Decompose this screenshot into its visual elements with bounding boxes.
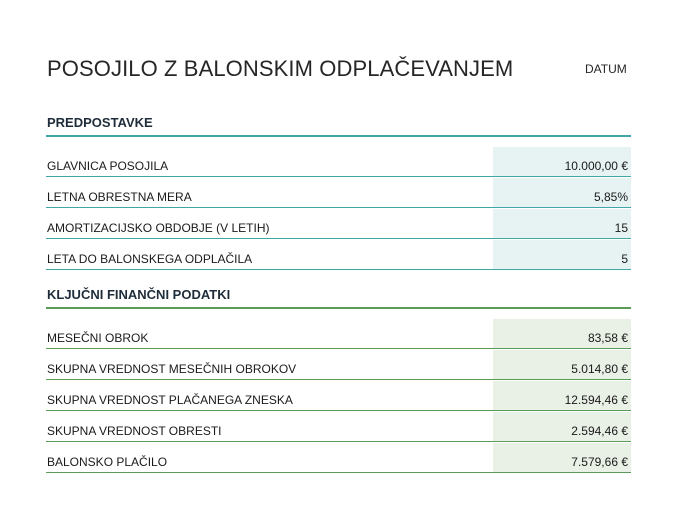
annual-rate-value[interactable]: 5,85% [493,178,631,207]
monthly-payment-label: MESEČNI OBROK [47,331,149,345]
date-label: DATUM [585,62,627,76]
loan-principal-label: GLAVNICA POSOJILA [47,159,169,173]
balloon-payment-label: BALONSKO PLAČILO [47,455,168,469]
table-row-total-amount-paid [46,381,631,411]
table-row-annual-rate [46,178,631,208]
assumptions-table [46,147,631,270]
table-row-total-monthly-payments [46,350,631,380]
amortization-period-value[interactable]: 15 [493,209,631,238]
loan-principal-value[interactable]: 10.000,00 € [493,147,631,176]
table-row-years-to-balloon [46,240,631,270]
key-figures-section [46,285,631,473]
table-row-total-interest [46,412,631,442]
monthly-payment-value: 83,58 € [493,319,631,348]
table-row-balloon-payment [46,443,631,473]
table-row-amortization-period [46,209,631,239]
total-monthly-payments-value: 5.014,80 € [493,350,631,379]
key-figures-heading: KLJUČNI FINANČNI PODATKI [46,285,631,309]
total-interest-value: 2.594,46 € [493,412,631,441]
assumptions-heading: PREDPOSTAVKE [46,113,631,137]
years-to-balloon-label: LETA DO BALONSKEGA ODPLAČILA [47,252,253,266]
annual-rate-label: LETNA OBRESTNA MERA [47,190,192,204]
page-title: POSOJILO Z BALONSKIM ODPLAČEVANJEM [47,56,514,81]
total-amount-paid-value: 12.594,46 € [493,381,631,410]
amortization-period-label: AMORTIZACIJSKO OBDOBJE (V LETIH) [47,221,270,235]
total-interest-label: SKUPNA VREDNOST OBRESTI [47,424,222,438]
table-row-monthly-payment [46,319,631,349]
table-row-loan-principal [46,147,631,177]
assumptions-section [46,113,631,270]
total-amount-paid-label: SKUPNA VREDNOST PLAČANEGA ZNESKA [47,393,293,407]
total-monthly-payments-label: SKUPNA VREDNOST MESEČNIH OBROKOV [47,362,297,376]
years-to-balloon-value[interactable]: 5 [493,240,631,269]
balloon-payment-value: 7.579,66 € [493,443,631,472]
key-figures-table [46,319,631,473]
